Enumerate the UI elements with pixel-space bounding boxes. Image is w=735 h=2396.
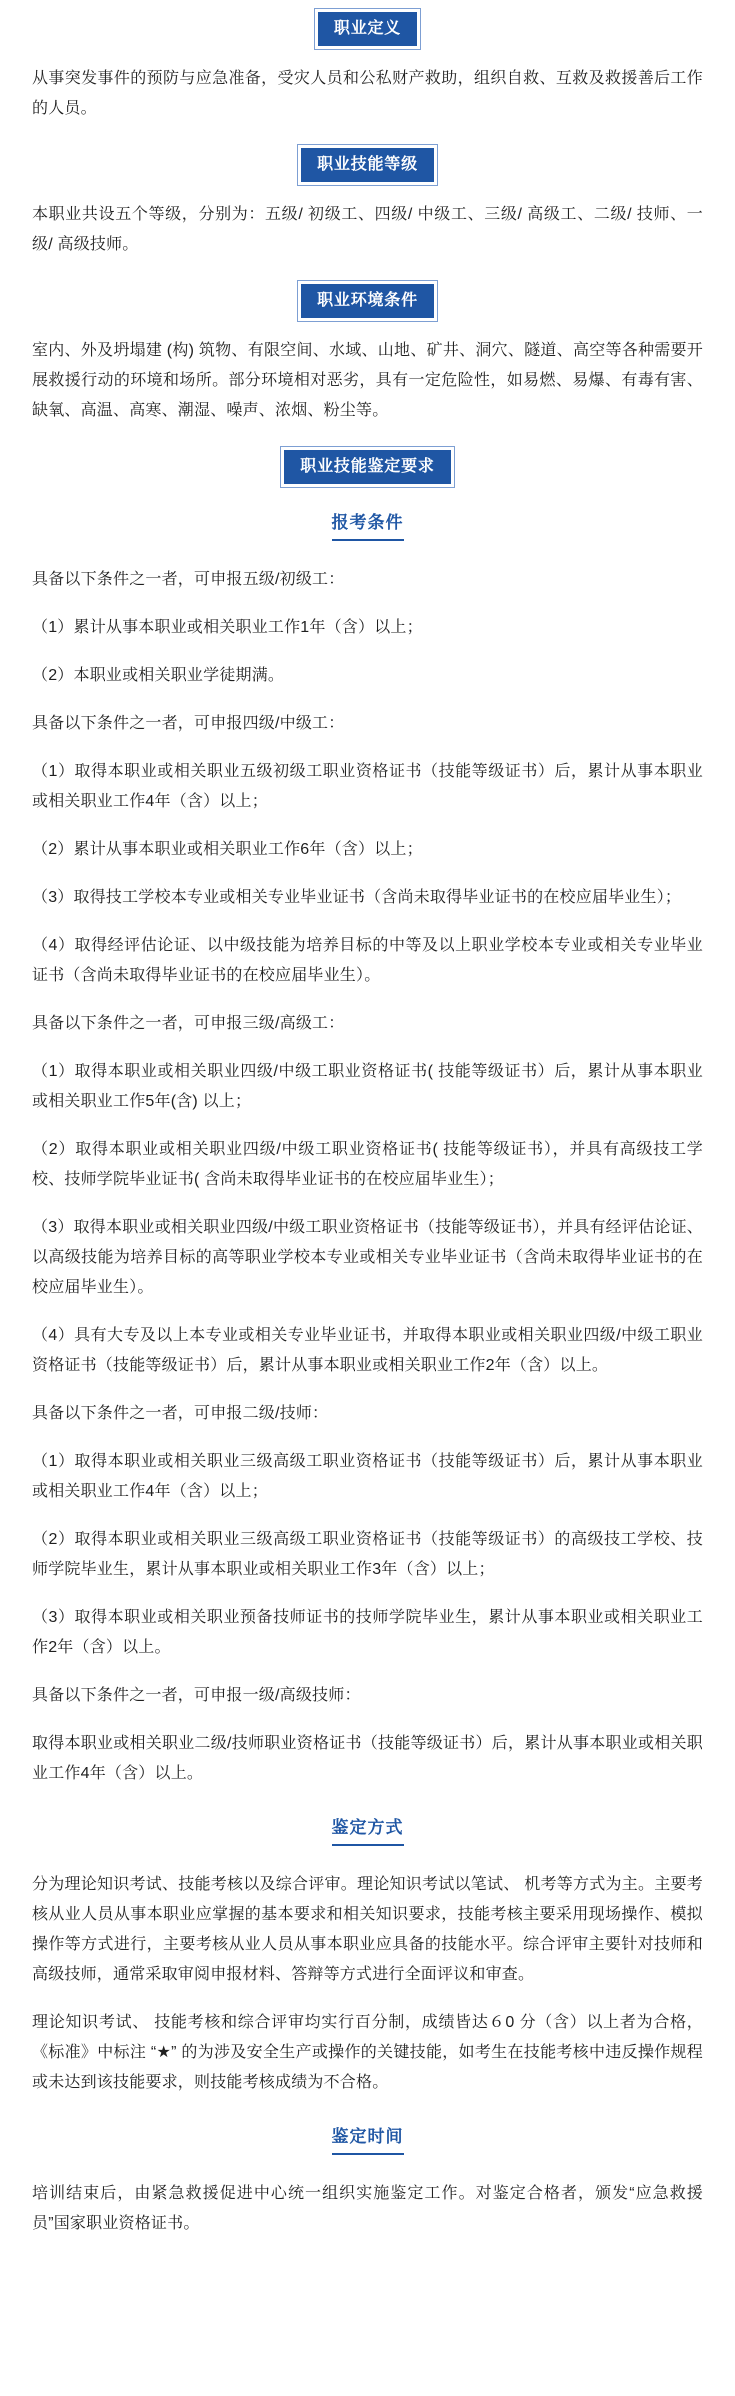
level5-intro: 具备以下条件之一者，可申报五级/初级工： (32, 571, 345, 588)
section-heading-environment (0, 284, 735, 318)
sub-heading-assessment-time (0, 2122, 735, 2155)
level1-intro: 具备以下条件之一者，可申报一级/高级技师： (32, 1687, 361, 1704)
sub-heading-assessment-method (0, 1813, 735, 1846)
environment-text: 室内、外及坍塌建 (构) 筑物、有限空间、水域、山地、矿井、洞穴、隧道、高空等各种需要开展救援行动的环境和场所。部分环境相对恶劣，具有一定危险性，如易燃、易爆、有毒有害、缺氧、高温、高寒、潮湿、噪声、浓烟、粉尘等。 (32, 342, 703, 419)
list-item: （4）取得经评估论证、以中级技能为培养目标的中等及以上职业学校本专业或相关专业毕业证书（含尚未取得毕业证书的在校应届毕业生）。 (32, 937, 703, 984)
list-item: （2）累计从事本职业或相关职业工作6年（含）以上； (32, 841, 423, 858)
list-item: （2）取得本职业或相关职业四级/中级工职业资格证书( 技能等级证书），并具有高级技工学校、技师学院毕业证书( 含尚未取得毕业证书的在校应届毕业生）； (32, 1141, 703, 1188)
levels-text: 本职业共设五个等级，分别为：五级/ 初级工、四级/ 中级工、三级/ 高级工、二级/ 技师、一级/ 高级技师。 (32, 206, 703, 253)
section-heading-levels (0, 148, 735, 182)
level4-intro: 具备以下条件之一者，可申报四级/中级工： (32, 715, 345, 732)
list-item: （1）取得本职业或相关职业五级初级工职业资格证书（技能等级证书）后，累计从事本职业或相关职业工作4年（含）以上； (32, 763, 703, 810)
list-item: （4）具有大专及以上本专业或相关专业毕业证书，并取得本职业或相关职业四级/中级工职业资格证书（技能等级证书）后，累计从事本职业或相关职业工作2年（含）以上。 (32, 1327, 703, 1374)
list-item: （1）取得本职业或相关职业四级/中级工职业资格证书( 技能等级证书）后，累计从事本职业或相关职业工作5年(含) 以上； (32, 1063, 703, 1110)
level2-intro: 具备以下条件之一者，可申报二级/技师： (32, 1405, 329, 1422)
section-heading-requirements (0, 450, 735, 484)
section-badge: 职业定义 (318, 12, 417, 46)
list-item: （3）取得本职业或相关职业四级/中级工职业资格证书（技能等级证书），并具有经评估论证、以高级技能为培养目标的高等职业学校本专业或相关专业毕业证书（含尚未取得毕业证书的在校应届毕业生）。 (32, 1219, 703, 1296)
section-badge: 职业环境条件 (301, 284, 434, 318)
list-item: （2）本职业或相关职业学徒期满。 (32, 667, 285, 684)
list-item: 取得本职业或相关职业二级/技师职业资格证书（技能等级证书）后，累计从事本职业或相关职业工作4年（含）以上。 (32, 1735, 703, 1782)
sub-heading-label: 报考条件 (332, 508, 404, 541)
definition-text: 从事突发事件的预防与应急准备，受灾人员和公私财产救助，组织自救、互救及救援善后工作的人员。 (32, 70, 703, 117)
assessment-method-text: 分为理论知识考试、技能考核以及综合评审。理论知识考试以笔试、 机考等方式为主。主要考核从业人员从事本职业应掌握的基本要求和相关知识要求，技能考核主要采用现场操作、模拟操作等方式进行，主要考核从业人员从事本职业应具备的技能水平。综合评审主要针对技师和高级技师，通常采取审阅申报材料、答辩等方式进行全面评议和审查。 (32, 1876, 703, 1983)
section-badge: 职业技能等级 (301, 148, 434, 182)
sub-heading-label: 鉴定时间 (332, 2122, 404, 2155)
list-item: （2）取得本职业或相关职业三级高级工职业资格证书（技能等级证书）的高级技工学校、技师学院毕业生，累计从事本职业或相关职业工作3年（含）以上； (32, 1531, 703, 1578)
sub-heading-eligibility (0, 508, 735, 541)
list-item: （1）累计从事本职业或相关职业工作1年（含）以上； (32, 619, 423, 636)
level3-intro: 具备以下条件之一者，可申报三级/高级工： (32, 1015, 345, 1032)
list-item: （3）取得本职业或相关职业预备技师证书的技师学院毕业生，累计从事本职业或相关职业工作2年（含）以上。 (32, 1609, 703, 1656)
list-item: （1）取得本职业或相关职业三级高级工职业资格证书（技能等级证书）后，累计从事本职业或相关职业工作4年（含）以上； (32, 1453, 703, 1500)
section-badge: 职业技能鉴定要求 (284, 450, 450, 484)
assessment-time-text: 培训结束后，由紧急救援促进中心统一组织实施鉴定工作。对鉴定合格者，颁发“应急救援员”国家职业资格证书。 (32, 2185, 703, 2232)
section-heading-definition (0, 12, 735, 46)
list-item: （3）取得技工学校本专业或相关专业毕业证书（含尚未取得毕业证书的在校应届毕业生）； (32, 889, 682, 906)
sub-heading-label: 鉴定方式 (332, 1813, 404, 1846)
assessment-scoring-text: 理论知识考试、 技能考核和综合评审均实行百分制，成绩皆达６0 分（含）以上者为合格，《标准》中标注 “★” 的为涉及安全生产或操作的关键技能，如考生在技能考核中违反操作规程或未达到该技能要求，则技能考核成绩为不合格。 (32, 2014, 703, 2091)
